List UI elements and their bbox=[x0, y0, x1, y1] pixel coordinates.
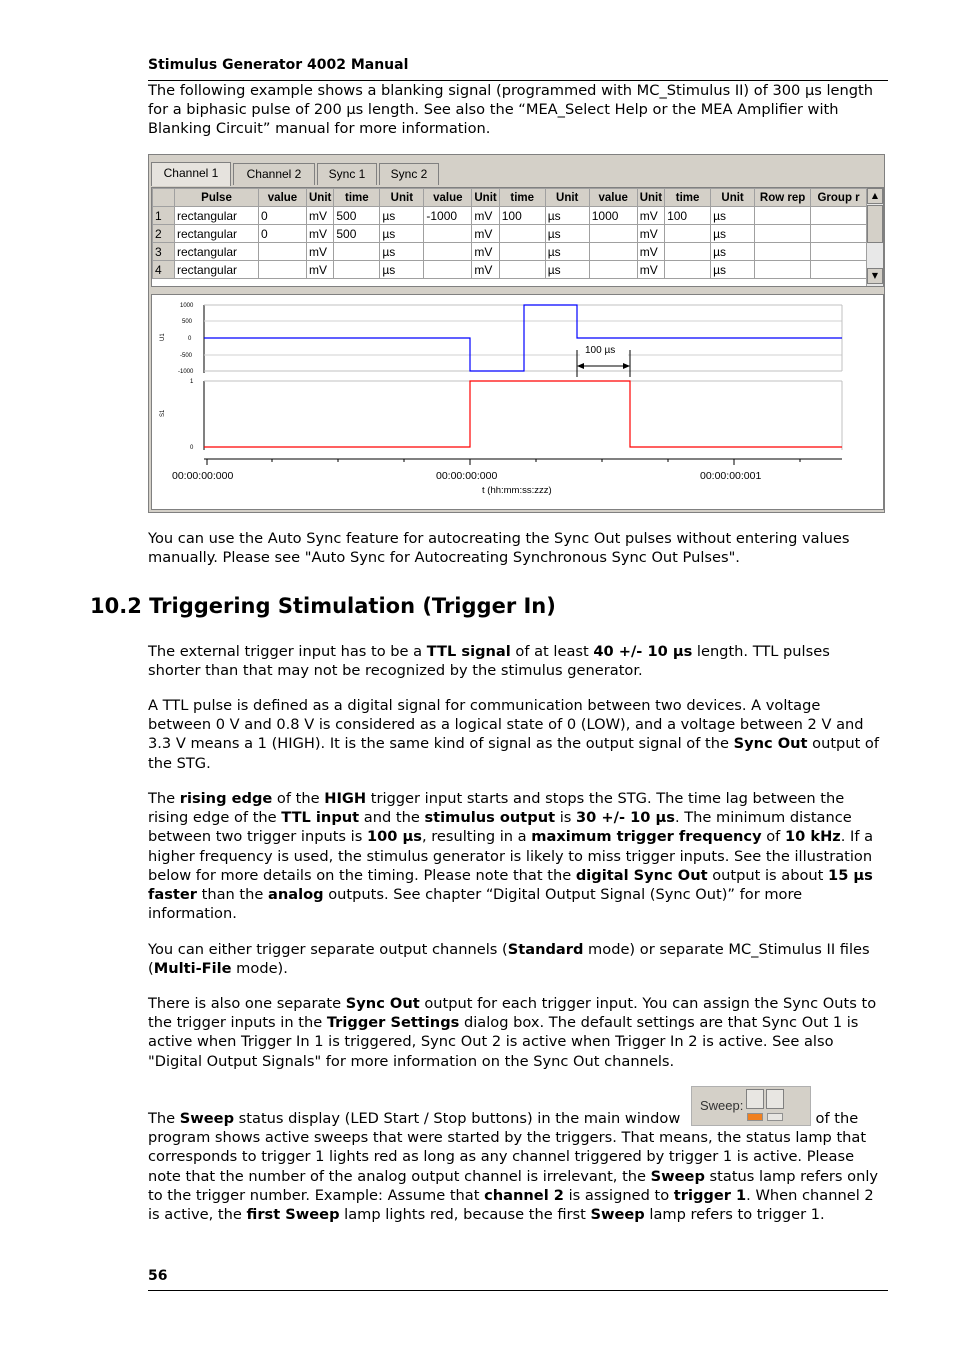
table-cell[interactable]: µs bbox=[711, 261, 755, 279]
footer-rule bbox=[148, 1290, 888, 1291]
tick-label: 500 bbox=[182, 319, 193, 325]
body-paragraph-3: The rising edge of the HIGH trigger input starts and stops the STG. The time lag between the rising edge of the TTL input and the stimulus output is 30 +/- 10 µs. The minimum distance between two trigger inputs is 100 µs, resulting in a maximum trigger frequency of 10 kHz. If a higher frequency is used, the stimulus generator is likely to miss trigger inputs. See the illustration below for more details on the timing. Please note that the digital Sync Out output is about 15 µs faster than the analog outputs. See chapter “Digital Output Signal (Sync Out)” for more information. bbox=[148, 790, 874, 923]
x-tick-label: 00:00:00:000 bbox=[436, 470, 498, 482]
x-axis-label: t (hh:mm:ss:zzz) bbox=[482, 485, 552, 496]
stimulus-editor-screenshot bbox=[148, 154, 885, 513]
table-cell[interactable] bbox=[665, 243, 711, 261]
tick-label: 1000 bbox=[180, 303, 194, 309]
x-tick-label: 00:00:00:001 bbox=[700, 470, 762, 482]
column-header[interactable]: time bbox=[334, 189, 380, 207]
column-header[interactable]: time bbox=[665, 189, 711, 207]
arrow-right-icon bbox=[623, 363, 630, 369]
body-paragraph-2: A TTL pulse is defined as a digital signal for communication between two devices. A voltage between 0 V and 0.8 V is considered as a logical state of 0 (LOW), and a voltage between 2 V and 3.3 V means a 1 (HIGH). It is the same kind of signal as the output signal of the Sync Out output of the STG. bbox=[148, 697, 879, 772]
signal-plot-svg bbox=[152, 295, 883, 509]
analog-trace bbox=[204, 305, 842, 371]
table-cell[interactable]: µs bbox=[545, 243, 589, 261]
table-cell[interactable]: 100 bbox=[499, 207, 545, 225]
x-tick-labels bbox=[172, 470, 761, 496]
auto-sync-paragraph: You can use the Auto Sync feature for autocreating the Sync Out pulses without entering values manually. Please see "Auto Sync for Autocreating Synchronous Sync Out Pulses". bbox=[148, 530, 850, 567]
table-cell[interactable]: µs bbox=[380, 207, 424, 225]
tick-label: -500 bbox=[180, 353, 193, 359]
tick-label: -1000 bbox=[178, 369, 194, 375]
column-header[interactable]: Unit bbox=[545, 189, 589, 207]
body-paragraph-6: The Sweep status display (LED Start / Stop buttons) in the main window of the program shows active sweeps that were started by the triggers. That means, the status lamp that corresponds to trigger 1 lights red as long as any channel triggered by trigger 1 is active. Please note that the number of the analog output channel is irrelevant, the Sweep status lamp refers only to the trigger number. Example: Assume that channel 2 is assigned to trigger 1. When channel 2 is active, the first Sweep lamp lights red, because the first Sweep lamp refers to trigger 1. bbox=[148, 1110, 879, 1224]
table-cell[interactable]: mV bbox=[472, 261, 499, 279]
table-cell[interactable]: mV bbox=[307, 243, 334, 261]
table-cell[interactable]: mV bbox=[637, 261, 664, 279]
column-header[interactable]: value bbox=[424, 189, 472, 207]
sweep-button-1[interactable] bbox=[746, 1089, 764, 1109]
row-number-cell[interactable]: 4 bbox=[153, 261, 175, 279]
table-cell[interactable] bbox=[755, 243, 811, 261]
scroll-up-icon[interactable]: ▲ bbox=[867, 188, 883, 204]
table-cell[interactable] bbox=[589, 261, 637, 279]
axis-label: U1 bbox=[160, 333, 166, 341]
lower-ticks bbox=[160, 379, 194, 451]
table-cell[interactable]: mV bbox=[472, 207, 499, 225]
corner-cell bbox=[153, 189, 175, 207]
sweep-led-2 bbox=[767, 1113, 783, 1121]
table-cell[interactable]: µs bbox=[380, 243, 424, 261]
table-cell[interactable] bbox=[811, 261, 867, 279]
table-cell[interactable] bbox=[499, 243, 545, 261]
table-cell[interactable] bbox=[755, 261, 811, 279]
table-cell[interactable]: µs bbox=[545, 261, 589, 279]
row-number-cell[interactable]: 2 bbox=[153, 225, 175, 243]
table-cell[interactable] bbox=[811, 243, 867, 261]
tab-channel-2[interactable]: Channel 2 bbox=[233, 163, 315, 185]
table-cell[interactable]: 0 bbox=[259, 225, 307, 243]
table-header-row bbox=[153, 189, 867, 207]
page-number: 56 bbox=[148, 1268, 168, 1284]
sweep-led-1 bbox=[747, 1113, 763, 1121]
table-cell[interactable]: mV bbox=[307, 225, 334, 243]
table-cell[interactable] bbox=[499, 225, 545, 243]
table-cell[interactable] bbox=[424, 261, 472, 279]
table-row bbox=[153, 261, 867, 279]
body-paragraph-1: The external trigger input has to be a TTL signal of at least 40 +/- 10 µs length. TTL pulses shorter than that may not be recognized by the stimulus generator. bbox=[148, 643, 830, 680]
table-cell[interactable] bbox=[334, 243, 380, 261]
column-header[interactable]: Unit bbox=[307, 189, 334, 207]
table-scrollbar[interactable] bbox=[866, 188, 883, 286]
section-heading: 10.2 Triggering Stimulation (Trigger In) bbox=[90, 594, 556, 618]
signal-plot bbox=[151, 294, 884, 510]
table-cell[interactable]: mV bbox=[307, 207, 334, 225]
column-header[interactable]: Unit bbox=[637, 189, 664, 207]
annotation-label: 100 µs bbox=[585, 345, 616, 356]
tick-label: 0 bbox=[188, 336, 192, 342]
table-cell[interactable]: µs bbox=[711, 225, 755, 243]
body-paragraph-5: There is also one separate Sync Out output for each trigger input. You can assign the Sync Outs to the trigger inputs in the Trigger Settings dialog box. The default settings are that Sync Out 1 is active when Trigger In 1 is triggered, Sync Out 2 is active when Trigger In 2 is active. See also "Digital Output Signals" for more information on the Sync Out channels. bbox=[148, 995, 877, 1070]
table-cell[interactable]: rectangular bbox=[175, 261, 259, 279]
tick-label: 1 bbox=[190, 379, 194, 385]
pulse-grid bbox=[152, 188, 867, 279]
table-cell[interactable] bbox=[334, 261, 380, 279]
scroll-down-icon[interactable]: ▼ bbox=[867, 268, 883, 284]
arrow-left-icon bbox=[577, 363, 584, 369]
table-cell[interactable]: 100 bbox=[665, 207, 711, 225]
column-header[interactable]: Pulse bbox=[175, 189, 259, 207]
table-cell[interactable]: 1000 bbox=[589, 207, 637, 225]
table-cell[interactable] bbox=[589, 225, 637, 243]
tick-label: 0 bbox=[190, 445, 194, 451]
row-number-cell[interactable]: 1 bbox=[153, 207, 175, 225]
body-paragraph-4: You can either trigger separate output channels (Standard mode) or separate MC_Stimulus II files (Multi-File mode). bbox=[148, 941, 870, 978]
table-cell[interactable]: µs bbox=[545, 225, 589, 243]
table-row bbox=[153, 243, 867, 261]
sync-trace bbox=[204, 381, 842, 447]
table-cell[interactable] bbox=[665, 261, 711, 279]
table-cell[interactable] bbox=[259, 261, 307, 279]
table-cell[interactable]: mV bbox=[637, 207, 664, 225]
tab-channel-1[interactable]: Channel 1 bbox=[151, 162, 231, 186]
table-cell[interactable] bbox=[665, 225, 711, 243]
column-header[interactable]: time bbox=[499, 189, 545, 207]
sweep-status-widget bbox=[691, 1086, 811, 1126]
table-row bbox=[153, 207, 867, 225]
table-cell[interactable] bbox=[755, 207, 811, 225]
table-cell[interactable]: rectangular bbox=[175, 243, 259, 261]
table-cell[interactable]: µs bbox=[711, 207, 755, 225]
column-header[interactable]: value bbox=[589, 189, 637, 207]
sweep-button-2[interactable] bbox=[766, 1089, 784, 1109]
table-cell[interactable] bbox=[589, 243, 637, 261]
table-cell[interactable]: mV bbox=[472, 243, 499, 261]
table-cell[interactable] bbox=[755, 225, 811, 243]
x-minor-ticks bbox=[207, 459, 800, 465]
row-number-cell[interactable]: 3 bbox=[153, 243, 175, 261]
table-cell[interactable]: µs bbox=[380, 261, 424, 279]
tab-sync-2[interactable]: Sync 2 bbox=[379, 163, 439, 185]
column-header[interactable]: value bbox=[259, 189, 307, 207]
table-cell[interactable] bbox=[811, 207, 867, 225]
axis-label: S1 bbox=[160, 409, 166, 417]
table-row bbox=[153, 225, 867, 243]
table-cell[interactable]: µs bbox=[545, 207, 589, 225]
column-header[interactable]: Unit bbox=[472, 189, 499, 207]
sweep-label: Sweep: bbox=[700, 1098, 744, 1113]
table-cell[interactable]: 500 bbox=[334, 207, 380, 225]
table-cell[interactable]: µs bbox=[711, 243, 755, 261]
table-cell[interactable]: mV bbox=[472, 225, 499, 243]
table-cell[interactable]: µs bbox=[380, 225, 424, 243]
table-cell[interactable]: 0 bbox=[259, 207, 307, 225]
table-cell[interactable]: mV bbox=[637, 243, 664, 261]
upper-ticks bbox=[160, 303, 194, 375]
column-header[interactable]: Group r bbox=[811, 189, 867, 207]
intro-paragraph: The following example shows a blanking signal (programmed with MC_Stimulus II) of 300 µs length for a biphasic pulse of 200 µs length. See also the “MEA_Select Help or the MEA Amplifier with Blanking Circuit” manual for more information. bbox=[148, 82, 873, 138]
table-cell[interactable] bbox=[811, 225, 867, 243]
scroll-thumb[interactable] bbox=[867, 205, 883, 243]
tab-sync-1[interactable]: Sync 1 bbox=[317, 163, 377, 185]
running-header: Stimulus Generator 4002 Manual bbox=[148, 57, 409, 73]
table-cell[interactable]: mV bbox=[637, 225, 664, 243]
table-cell[interactable] bbox=[499, 261, 545, 279]
table-cell[interactable]: rectangular bbox=[175, 207, 259, 225]
table-cell[interactable] bbox=[259, 243, 307, 261]
table-cell[interactable] bbox=[424, 225, 472, 243]
table-cell[interactable] bbox=[424, 243, 472, 261]
column-header[interactable]: Unit bbox=[711, 189, 755, 207]
column-header[interactable]: Unit bbox=[380, 189, 424, 207]
table-cell[interactable]: -1000 bbox=[424, 207, 472, 225]
table-cell[interactable]: 500 bbox=[334, 225, 380, 243]
table-cell[interactable]: rectangular bbox=[175, 225, 259, 243]
x-tick-label: 00:00:00:000 bbox=[172, 470, 234, 482]
pulse-table bbox=[151, 187, 884, 287]
table-cell[interactable]: mV bbox=[307, 261, 334, 279]
column-header[interactable]: Row rep bbox=[755, 189, 811, 207]
